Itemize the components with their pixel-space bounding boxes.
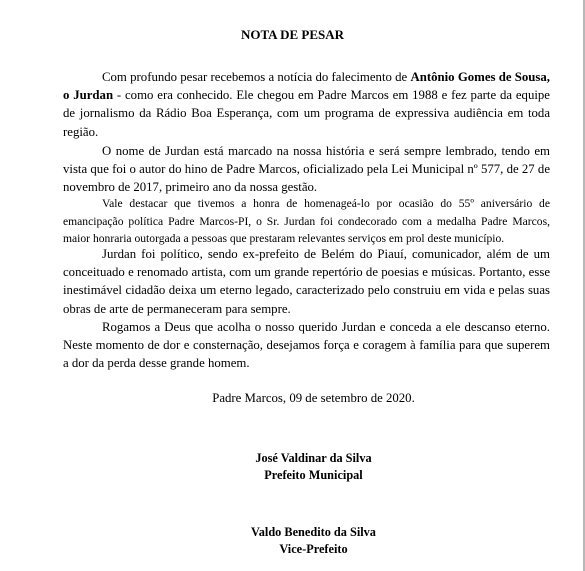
paragraph-honor-medal: Vale destacar que tivemos a honra de homenageá-lo por ocasião do 55º aniversário de emancipação política Padre Marcos-PI, o Sr. Jurdan foi condecorado com a medalha Padre Marcos, maior honraria outorgada a pessoas que prestaram relevantes serviços em prol deste município. bbox=[63, 197, 550, 246]
paragraph-political-career: Jurdan foi político, sendo ex-prefeito de Belém do Piauí, comunicador, além de um conceituado e renomado artista, com um grande repertório de poesias e músicas. Portanto, esse inestimável cidadão deixa um eterno legado, caracterizado pelo construiu em vida e pelas suas obras de arte de permaneceram para sempre. bbox=[63, 247, 550, 316]
date-line: Padre Marcos, 09 de setembro de 2020. bbox=[212, 391, 415, 405]
signatory-role: Prefeito Municipal bbox=[264, 468, 363, 482]
paragraph-anthem-author: O nome de Jurdan está marcado na nossa história e será sempre lembrado, tendo em vista que foi o autor do hino de Padre Marcos, oficializado pela Lei Municipal nº 577, de 27 de novembro de 2017, primeiro ano da nossa gestão. bbox=[63, 144, 550, 195]
paragraph-1-text-b: - como era conhecido. Ele chegou em Padre Marcos em 1988 e fez parte da equipe de jornalismo da Rádio Boa Esperança, com um programa de expressiva audiência em toda região. bbox=[63, 88, 550, 139]
signatory-name: Valdo Benedito da Silva bbox=[251, 525, 376, 539]
signatory-role: Vice-Prefeito bbox=[279, 542, 348, 556]
paragraph-obituary-intro bbox=[63, 68, 550, 141]
document-title: NOTA DE PESAR bbox=[240, 27, 345, 42]
signature-block-vice-mayor bbox=[0, 524, 585, 558]
signature-block-mayor bbox=[0, 450, 585, 484]
signatory-name: José Valdinar da Silva bbox=[255, 451, 372, 465]
deceased-name: Antônio Gomes de Sousa, o Jurdan bbox=[63, 70, 550, 103]
paragraph-1-text-a: Com profundo pesar recebemos a notícia do falecimento de bbox=[102, 70, 411, 84]
paragraph-condolences: Rogamos a Deus que acolha o nosso querido Jurdan e conceda a ele descanso eterno. Neste momento de dor e consternação, desejamos força e coragem à família para que superem a dor da perda desse grande homem. bbox=[63, 320, 550, 371]
